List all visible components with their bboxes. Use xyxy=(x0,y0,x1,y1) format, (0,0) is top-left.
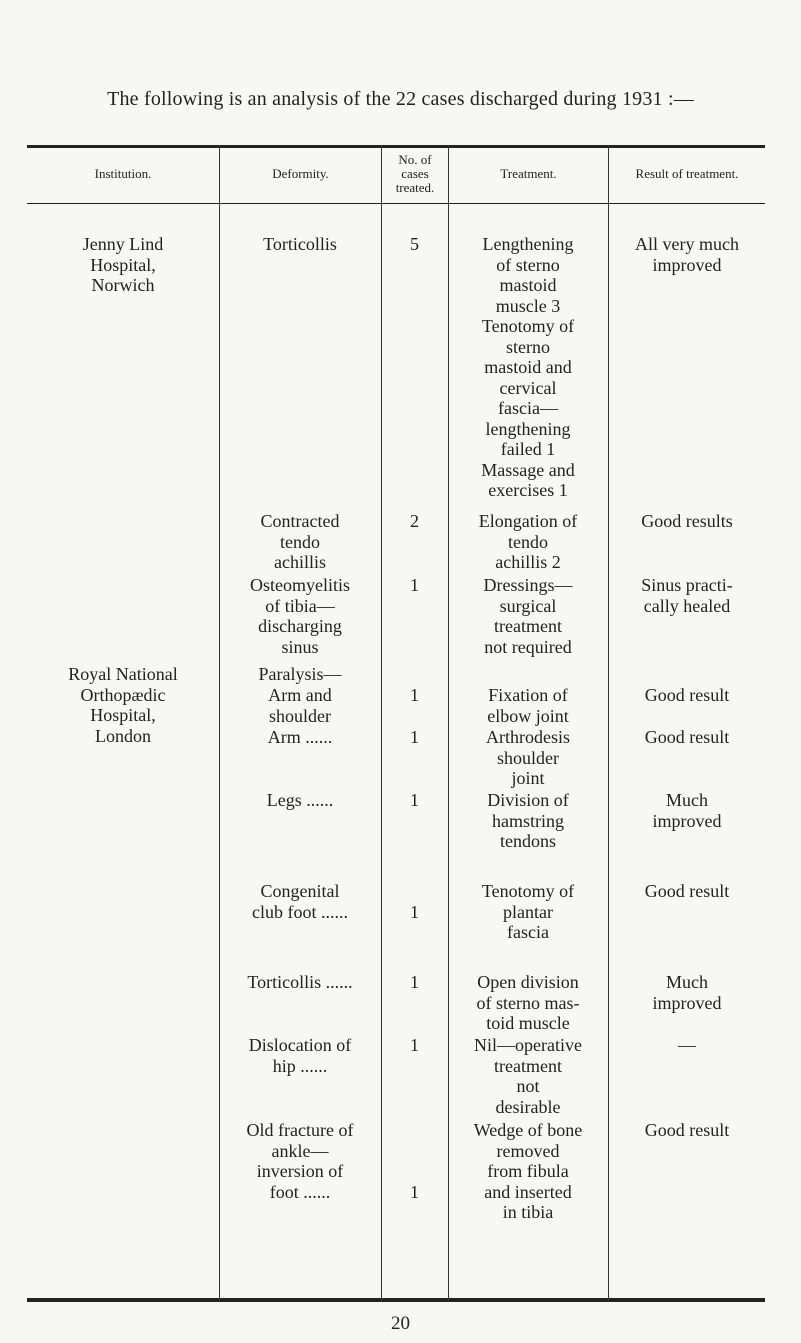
treatment-cell xyxy=(449,575,607,657)
cases-cell: 1 xyxy=(410,1035,419,1055)
treatment-line: shoulder xyxy=(497,747,559,768)
result-cell xyxy=(609,234,765,275)
treatment-line: tendo xyxy=(508,531,548,552)
treatment-line: exercises 1 xyxy=(488,480,568,500)
treatment-line: Tenotomy of xyxy=(481,316,575,336)
treatment-line: Wedge of bone xyxy=(473,1120,583,1140)
deformity-line: of tibia— xyxy=(265,595,335,616)
treatment-line: Massage and xyxy=(481,459,575,480)
cases-cell: 1 xyxy=(410,790,419,810)
treatment-cell xyxy=(449,1035,607,1117)
treatment-line: mastoid and xyxy=(484,357,572,377)
treatment-line: and inserted xyxy=(484,1181,572,1202)
institution-line: Hospital, xyxy=(90,705,156,725)
cases-cell: 1 xyxy=(410,972,419,992)
treatment-line: not required xyxy=(484,636,572,657)
cases-cell: 1 xyxy=(410,727,419,747)
treatment-cell xyxy=(449,685,607,726)
deformity-line: Old fracture of xyxy=(246,1120,354,1140)
treatment-line: from fibula xyxy=(487,1161,569,1181)
header-treatment: Treatment. xyxy=(500,166,557,181)
cases-cell: 1 xyxy=(410,575,419,595)
deformity-line: sinus xyxy=(281,636,319,657)
treatment-line: Fixation of xyxy=(488,685,568,705)
treatment-line: muscle 3 xyxy=(495,295,561,316)
institution-line: Orthopædic xyxy=(80,684,166,705)
treatment-line: plantar xyxy=(503,901,553,922)
treatment-cell xyxy=(449,881,607,943)
cases-cell: 2 xyxy=(410,511,419,531)
treatment-cell xyxy=(449,234,607,501)
header-institution: Institution. xyxy=(94,166,152,181)
result-cell xyxy=(609,685,765,706)
header-cases-line: treated. xyxy=(395,180,435,195)
deformity-line: Arm and xyxy=(268,685,332,705)
cases-cell: 1 xyxy=(410,1182,419,1202)
deformity-line: Congenital xyxy=(260,881,340,901)
treatment-line: treatment xyxy=(494,1055,562,1076)
treatment-cell xyxy=(449,511,607,573)
deformity-line: Paralysis— xyxy=(258,664,342,684)
treatment-line: of sterno mas- xyxy=(476,992,580,1013)
deformity-cell xyxy=(220,1035,380,1076)
deformity-cell xyxy=(220,234,380,255)
deformity-line: Arm ...... xyxy=(267,727,333,747)
treatment-line: treatment xyxy=(494,616,562,636)
institution-jenny-lind xyxy=(27,234,219,296)
table-bottom-rule xyxy=(27,1298,765,1302)
deformity-cell xyxy=(220,727,380,748)
institution-line: Jenny Lind xyxy=(82,234,164,254)
result-line: — xyxy=(678,1035,696,1055)
treatment-line: Dressings— xyxy=(483,575,573,595)
result-line: improved xyxy=(652,810,722,831)
treatment-line: cervical xyxy=(499,377,557,398)
deformity-line: Contracted xyxy=(260,511,340,531)
deformity-cell xyxy=(220,575,380,657)
result-cell xyxy=(609,1120,765,1141)
deformity-line: Torticollis ...... xyxy=(247,972,353,992)
result-line: cally healed xyxy=(643,595,731,616)
result-line: Good result xyxy=(644,1120,730,1140)
result-line: improved xyxy=(652,992,722,1013)
treatment-line: in tibia xyxy=(502,1202,554,1222)
treatment-line: sterno xyxy=(506,336,550,357)
deformity-line: shoulder xyxy=(269,705,331,726)
cases-table xyxy=(27,145,765,1303)
treatment-line: toid muscle xyxy=(486,1013,570,1033)
deformity-line: tendo xyxy=(280,531,320,552)
treatment-line: lengthening xyxy=(485,418,571,439)
treatment-cell xyxy=(449,727,607,789)
treatment-cell xyxy=(449,972,607,1034)
result-line: Good result xyxy=(644,727,730,747)
header-cases xyxy=(382,145,448,203)
deformity-line: discharging xyxy=(258,616,342,636)
deformity-cell xyxy=(220,664,380,685)
treatment-cell xyxy=(449,1120,607,1223)
result-line: Good result xyxy=(644,685,730,705)
deformity-cell xyxy=(220,881,380,922)
result-cell xyxy=(609,575,765,616)
result-cell xyxy=(609,881,765,902)
column-divider xyxy=(381,145,382,1302)
treatment-line: Lengthening xyxy=(482,234,574,254)
header-cases-line: No. of xyxy=(398,152,432,167)
header-deformity: Deformity. xyxy=(272,166,329,181)
institution-line: Hospital, xyxy=(90,254,156,275)
deformity-line: inversion of xyxy=(256,1161,344,1181)
treatment-line: Division of xyxy=(487,790,569,810)
result-line: Good results xyxy=(641,511,733,531)
deformity-line: Torticollis xyxy=(263,234,337,254)
treatment-line: fascia xyxy=(507,922,549,942)
institution-royal-national xyxy=(27,664,219,746)
treatment-line: Elongation of xyxy=(478,511,578,531)
deformity-line: ankle— xyxy=(271,1140,329,1161)
deformity-cell xyxy=(220,1120,380,1202)
treatment-line: elbow joint xyxy=(487,705,569,726)
header-rule xyxy=(27,203,765,204)
treatment-line: not xyxy=(516,1076,540,1096)
treatment-line: removed xyxy=(496,1140,560,1161)
treatment-line: mastoid xyxy=(499,275,557,295)
treatment-line: surgical xyxy=(499,595,557,616)
result-line: All very much xyxy=(635,234,739,254)
result-cell xyxy=(609,790,765,831)
deformity-line: Osteomyelitis xyxy=(250,575,350,595)
institution-line: Norwich xyxy=(91,275,155,295)
result-cell xyxy=(609,511,765,532)
deformity-cell xyxy=(220,790,380,811)
result-cell xyxy=(609,972,765,1013)
treatment-line: fascia— xyxy=(498,398,558,418)
result-line: Much xyxy=(666,790,708,810)
deformity-cell xyxy=(220,972,380,993)
deformity-line: foot ...... xyxy=(269,1181,331,1202)
result-cell xyxy=(609,1035,765,1056)
treatment-line: Nil—operative xyxy=(474,1035,582,1055)
deformity-cell xyxy=(220,685,380,726)
institution-line: Royal National xyxy=(68,664,178,684)
cases-cell: 5 xyxy=(410,234,419,254)
treatment-line: failed 1 xyxy=(500,439,556,459)
deformity-cell xyxy=(220,511,380,573)
treatment-line: Tenotomy of xyxy=(481,881,575,901)
deformity-line: Dislocation of xyxy=(248,1035,352,1055)
deformity-line: club foot ...... xyxy=(252,901,348,922)
cases-cell: 1 xyxy=(410,685,419,705)
deformity-line: Legs ...... xyxy=(266,790,334,810)
header-result: Result of treatment. xyxy=(635,166,739,181)
treatment-line: achillis 2 xyxy=(495,552,561,572)
treatment-line: Open division xyxy=(477,972,579,992)
treatment-line: tendons xyxy=(500,831,556,851)
treatment-line: Arthrodesis xyxy=(486,727,570,747)
treatment-line: desirable xyxy=(495,1096,561,1117)
result-line: Much xyxy=(666,972,708,992)
result-line: improved xyxy=(652,254,722,275)
result-cell xyxy=(609,727,765,748)
intro-text: The following is an analysis of the 22 cases discharged during 1931 :— xyxy=(107,88,694,110)
header-cases-line: cases xyxy=(401,166,429,181)
result-line: Sinus practi- xyxy=(641,575,733,595)
treatment-line: joint xyxy=(511,768,545,788)
treatment-cell xyxy=(449,790,607,852)
deformity-line: hip ...... xyxy=(272,1055,328,1076)
cases-cell: 1 xyxy=(410,902,419,922)
deformity-line: achillis xyxy=(274,552,326,572)
result-line: Good result xyxy=(644,881,730,901)
page-number: 20 xyxy=(391,1313,410,1334)
institution-line: London xyxy=(95,725,151,746)
treatment-line: hamstring xyxy=(492,810,564,831)
treatment-line: of sterno xyxy=(496,254,560,275)
